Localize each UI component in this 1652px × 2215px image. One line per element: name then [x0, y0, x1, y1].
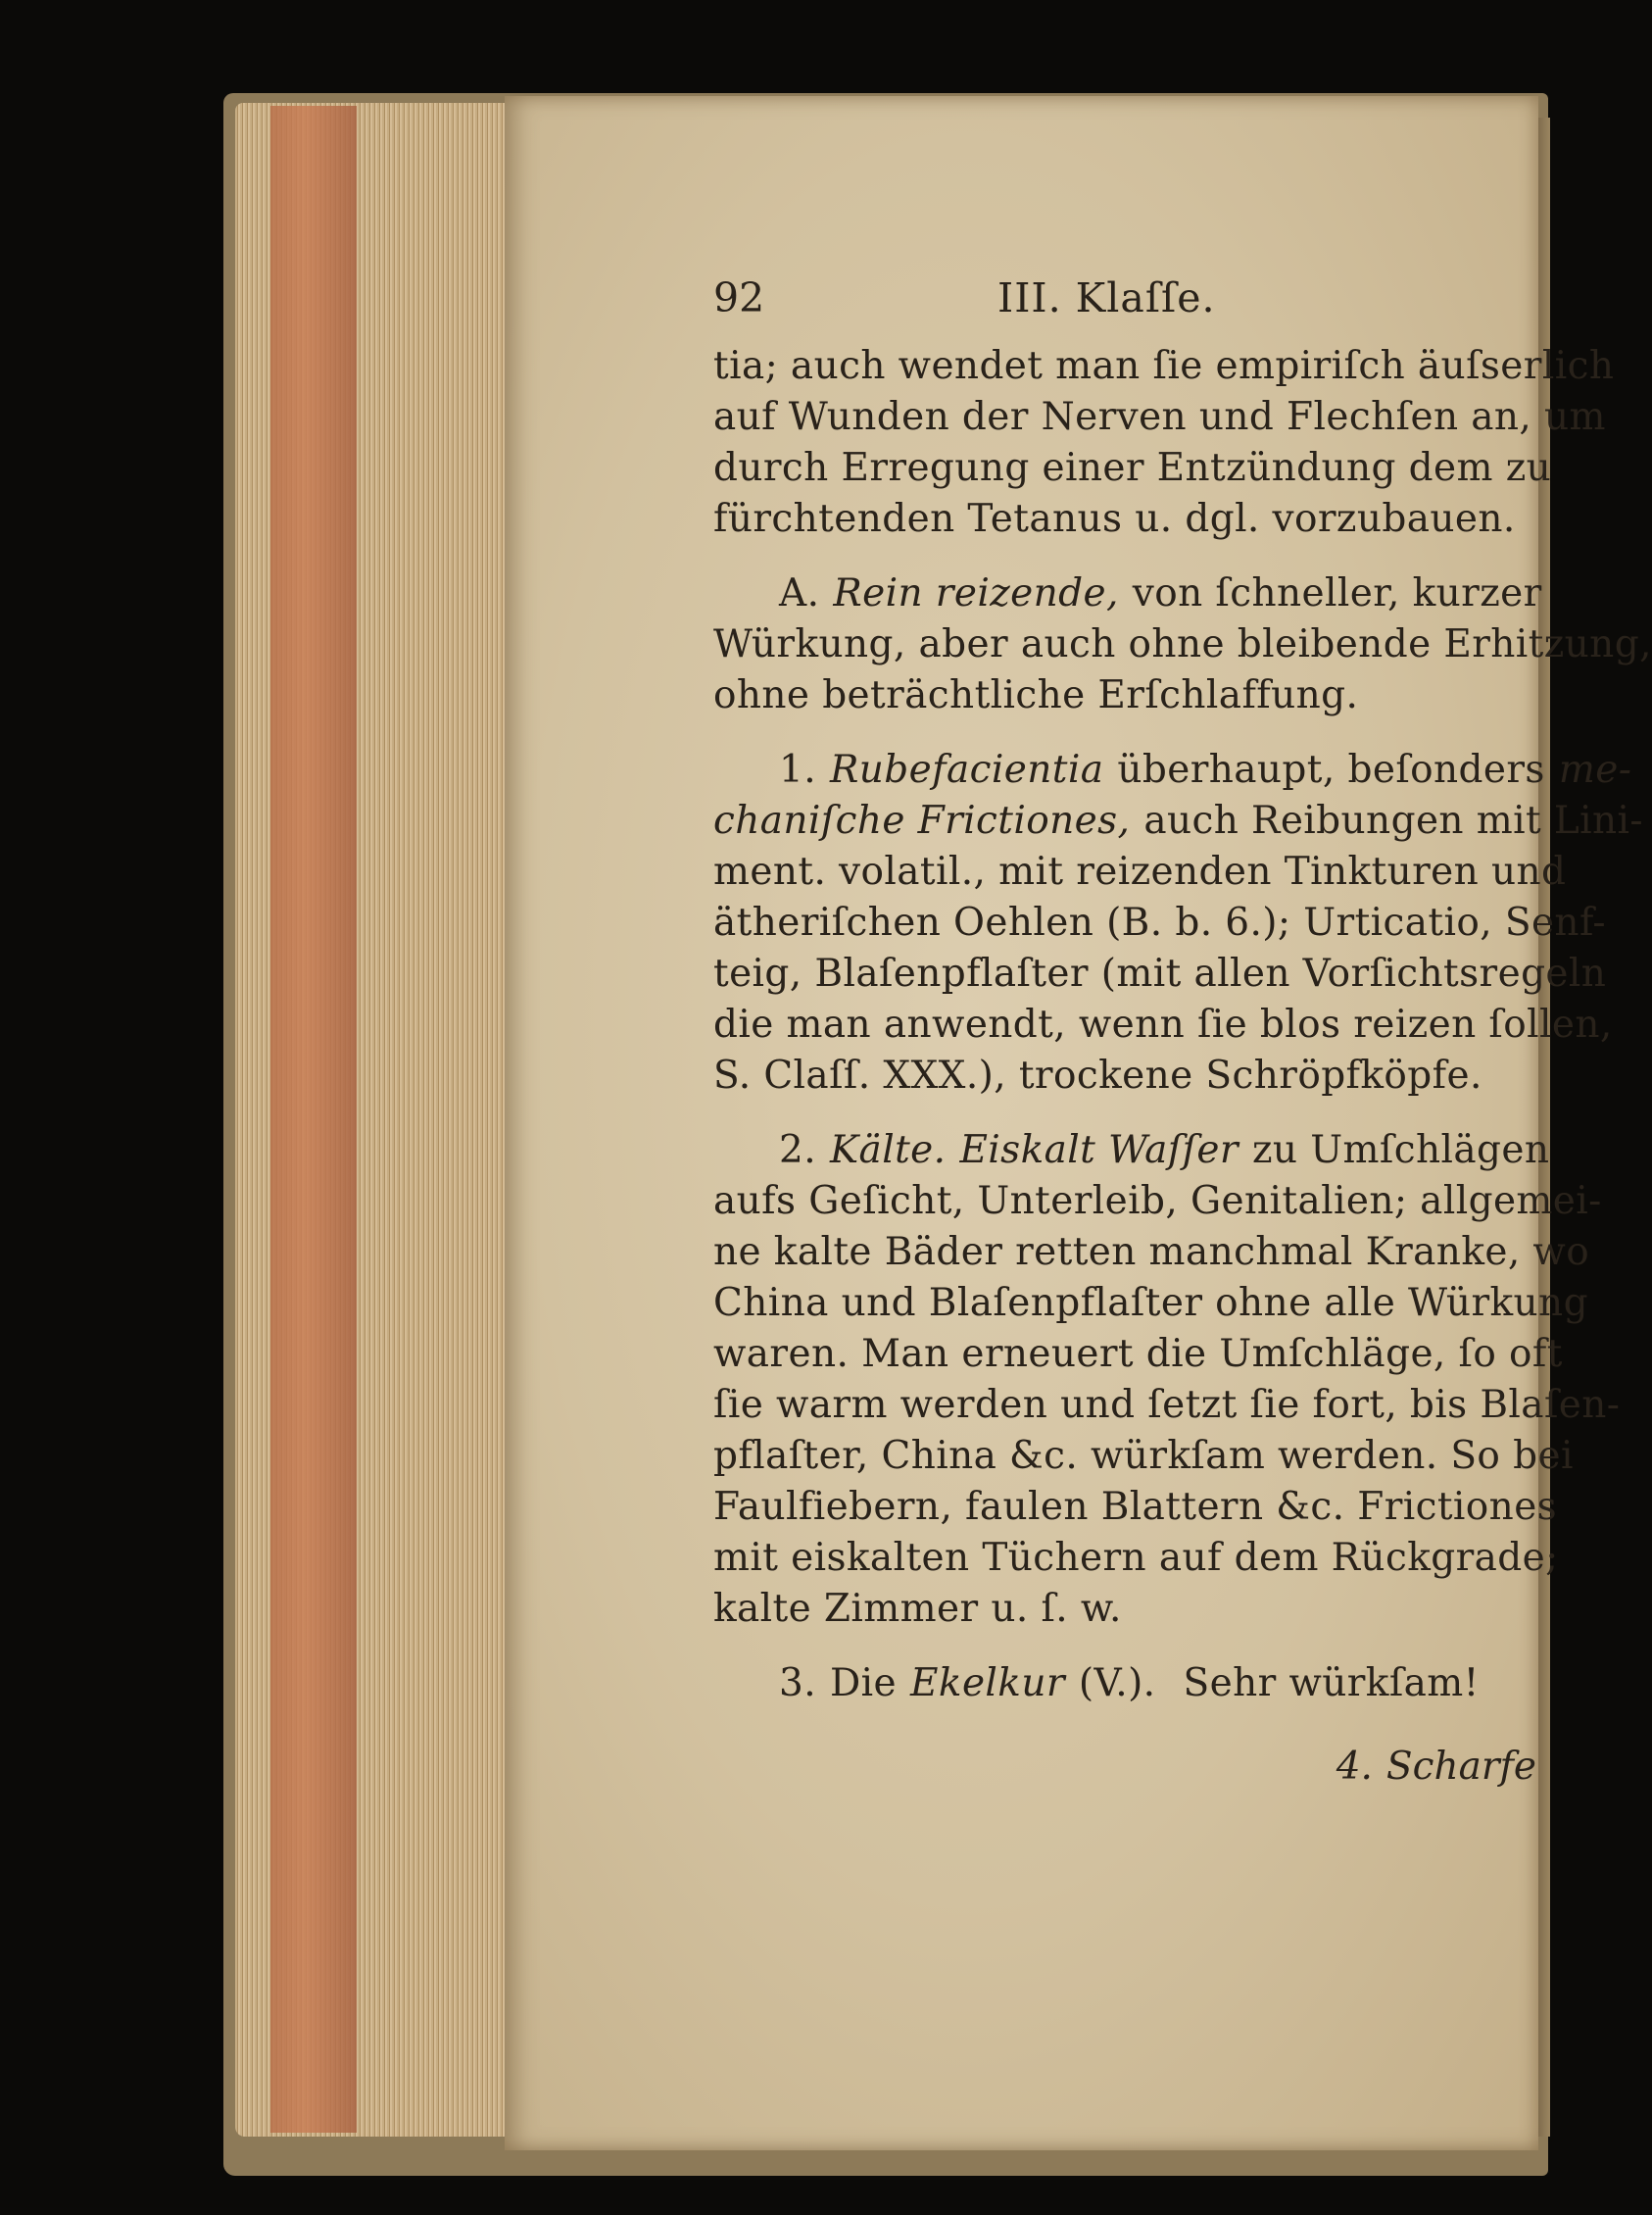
red-edge-stain [270, 106, 357, 2133]
item-italic: Eiskalt Waſſer [959, 1128, 1239, 1172]
catchword [1336, 1745, 1536, 1789]
text-line: waren. Man erneuert die Umſchläge, ſo oft [713, 1332, 1563, 1376]
running-header [713, 274, 1536, 323]
text-line: auf Wunden der Nerven und Flechſen an, um [713, 395, 1606, 439]
text-block [713, 274, 1652, 1999]
text-line: Faulfiebern, faulen Blattern &c. Frictiones [713, 1485, 1558, 1529]
text-line: China und Blaſenpflaſter ohne alle Würkung [713, 1281, 1588, 1325]
text-line: kalte Zimmer u. ſ. w. [713, 1587, 1122, 1631]
text-line: ohne beträchtliche Erſchlaffung. [713, 673, 1359, 717]
text-line: tia; auch wendet man ſie empiriſch äuſserlich [713, 344, 1615, 388]
item-text: überhaupt, beſonders [1117, 748, 1545, 792]
text-line: teig, Blaſenpflaſter (mit allen Vorſichtsregeln [713, 952, 1607, 996]
text-line: aufs Geſicht, Unterleib, Genitalien; allgemei- [713, 1179, 1602, 1223]
text-line: ne kalte Bäder retten manchmal Kranke, wo [713, 1230, 1590, 1274]
item-italic: chaniſche Frictiones, [713, 799, 1131, 843]
item-3-heading [779, 1661, 1480, 1705]
text-line: ſie warm werden und ſetzt ſie fort, bis Blaſen- [713, 1383, 1621, 1427]
text-line: mit eiskalten Tüchern auf dem Rückgrade; [713, 1536, 1559, 1580]
page-number: 92 [713, 274, 765, 321]
text-line: pflaſter, China &c. würkſam werden. So bei [713, 1434, 1574, 1478]
section-title: Rein reizende, [833, 571, 1119, 615]
item-title: Ekelkur [910, 1661, 1065, 1705]
catchword-word: Scharfe [1385, 1745, 1536, 1789]
text-line: ment. volatil., mit reizenden Tinkturen und [713, 850, 1567, 894]
item-number: 1. [779, 748, 817, 792]
item-text: zu Umſchlägen [1251, 1128, 1550, 1172]
text-line: durch Erregung einer Entzündung dem zu [713, 446, 1552, 490]
section-a-heading [779, 571, 1542, 615]
item-number: 2. [779, 1128, 817, 1172]
text-line: S. Claſſ. XXX.), trockene Schröpfköpfe. [713, 1054, 1482, 1098]
section-text: von ſchneller, kurzer [1132, 571, 1542, 615]
page-title: III. Klaſſe. [997, 274, 1216, 321]
item-italic: me- [1558, 748, 1632, 792]
item-title: Rubefacientia [830, 748, 1104, 792]
item-1-heading [779, 748, 1632, 792]
item-text: auch Reibungen mit Lini- [1143, 799, 1643, 843]
item-title: Kälte. [830, 1128, 947, 1172]
text-line [713, 799, 1643, 843]
item-text: (V.). [1078, 1661, 1156, 1705]
item-2-heading [779, 1128, 1550, 1172]
text-line: die man anwendt, wenn ſie blos reizen ſollen, [713, 1003, 1613, 1047]
item-number: 3. [779, 1661, 817, 1705]
text-line: fürchtenden Tetanus u. dgl. vorzubauen. [713, 497, 1516, 541]
book-page [505, 96, 1652, 2150]
catchword-number: 4. [1336, 1745, 1373, 1789]
section-marker: A. [779, 571, 820, 615]
item-text: Sehr würkſam! [1183, 1661, 1480, 1705]
text-line: Würkung, aber auch ohne bleibende Erhitzung, [713, 622, 1652, 666]
text-line: ätheriſchen Oehlen (B. b. 6.); Urticatio, Senf- [713, 901, 1606, 945]
item-text: Die [830, 1661, 898, 1705]
